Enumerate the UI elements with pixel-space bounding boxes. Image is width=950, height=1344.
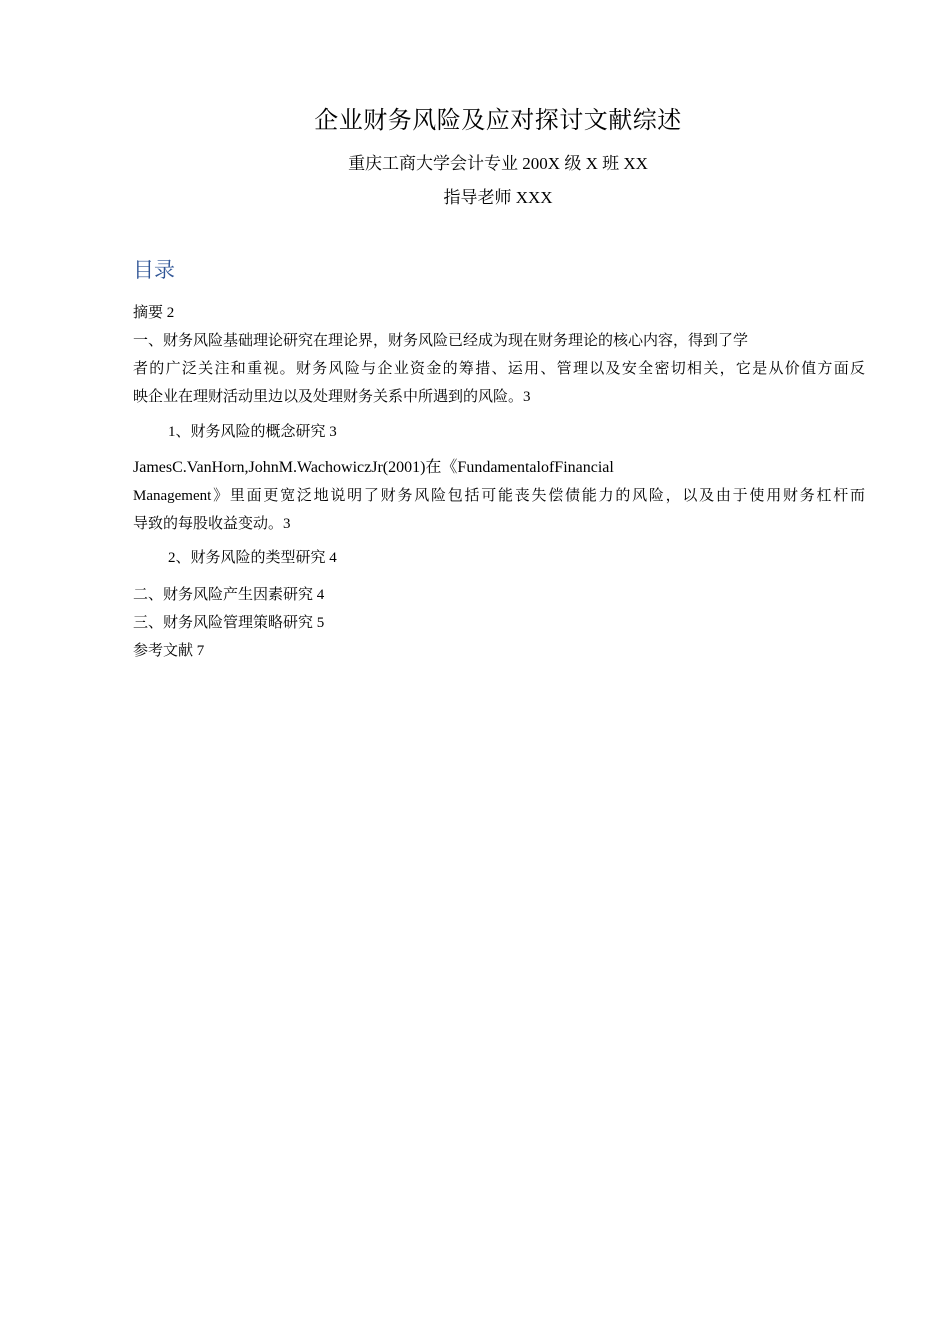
advisor-line: 指导老师 XXX	[443, 188, 553, 207]
toc-heading: 目录	[133, 259, 175, 282]
toc-item-quote-line-2: Management》里面更宽泛地说明了财务风险包括可能丧失偿债能力的风险，以及由于使用财务杠杆而	[133, 488, 865, 504]
toc-item-section-2[interactable]: 二、财务风险产生因素研究 4	[133, 587, 325, 603]
toc-item-quote[interactable]	[133, 454, 865, 538]
toc-item-subsection-1[interactable]: 1、财务风险的概念研究 3	[168, 424, 337, 440]
toc-item-references[interactable]: 参考文献 7	[133, 643, 205, 659]
document-title: 企业财务风险及应对探讨文献综述	[314, 108, 682, 134]
toc-item-quote-line-1: JamesC.VanHorn,JohnM.WachowiczJr(2001)在《FundamentalofFinancial	[133, 459, 614, 476]
toc-item-quote-line-3: 导致的每股收益变动。3	[133, 516, 291, 532]
toc-item-section-1-line-2: 者的广泛关注和重视。财务风险与企业资金的筹措、运用、管理以及安全密切相关，它是从价值方面反	[133, 361, 865, 377]
toc-item-section-3[interactable]: 三、财务风险管理策略研究 5	[133, 615, 325, 631]
toc-item-section-1-line-3: 映企业在理财活动里边以及处理财务关系中所遇到的风险。3	[133, 389, 531, 405]
toc-item-abstract[interactable]: 摘要 2	[133, 305, 175, 321]
author-line: 重庆工商大学会计专业 200X 级 X 班 XX	[348, 154, 648, 173]
toc-item-section-1-line-1: 一、财务风险基础理论研究在理论界，财务风险已经成为现在财务理论的核心内容，得到了学	[133, 333, 749, 349]
toc-item-section-1[interactable]	[133, 327, 865, 411]
toc-item-subsection-2[interactable]: 2、财务风险的类型研究 4	[168, 550, 337, 566]
